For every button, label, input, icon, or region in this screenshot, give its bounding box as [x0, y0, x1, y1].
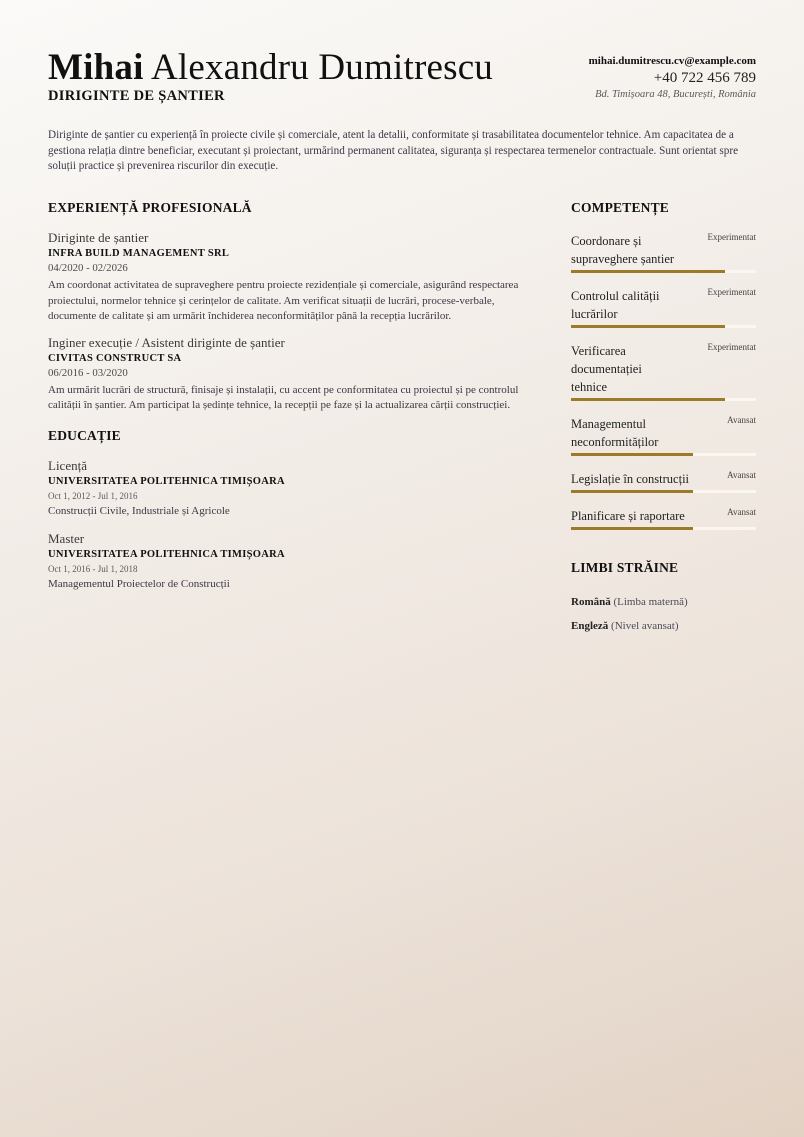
skill-bar-fill	[571, 527, 693, 530]
language-item	[571, 590, 756, 614]
skill-bar	[571, 325, 756, 328]
resume-header	[48, 48, 756, 118]
skill-level: Experimentat	[707, 287, 756, 297]
education-dates: Oct 1, 2016 - Jul 1, 2018	[48, 563, 138, 574]
skill-level: Experimentat	[707, 232, 756, 242]
skill-item	[571, 340, 756, 401]
job-dates: 06/2016 - 03/2020	[48, 366, 128, 379]
address: Bd. Timișoara 48, București, România	[595, 89, 756, 100]
skill-name: Verificarea documentației tehnice	[571, 344, 642, 394]
skill-bar-fill	[571, 325, 725, 328]
skill-bar-fill	[571, 453, 693, 456]
company-name: CIVITAS CONSTRUCT SA	[48, 352, 182, 364]
skill-bar-fill	[571, 490, 693, 493]
skill-bar	[571, 453, 756, 456]
skill-bar	[571, 270, 756, 273]
language-name: Română	[571, 596, 611, 608]
section-title-experience: EXPERIENȚĂ PROFESIONALĂ	[48, 200, 252, 215]
language-name: Engleză	[571, 620, 609, 632]
skill-bar	[571, 490, 756, 493]
education-entry	[48, 531, 538, 592]
job-dates: 04/2020 - 02/2026	[48, 262, 128, 274]
skill-item	[571, 505, 756, 530]
job-description: Am urmărit lucrări de structură, finisaje și instalații, cu accent pe conformitatea cu proiectul și pe controlul calității în șantier. Am participat la ședințe tehnice, la recepții pe faze și la actualizarea cărții construcției.	[48, 383, 519, 411]
skill-level: Experimentat	[707, 342, 756, 352]
field-of-study: Managementul Proiectelor de Construcții	[48, 577, 230, 590]
skill-level: Avansat	[727, 470, 756, 480]
education-section	[48, 428, 538, 592]
degree: Licență	[48, 457, 87, 473]
language-item	[571, 614, 756, 638]
institution: UNIVERSITATEA POLITEHNICA TIMIȘOARA	[48, 475, 285, 487]
experience-entry	[48, 230, 538, 325]
skill-name: Coordonare și supraveghere șantier	[571, 234, 675, 266]
experience-section	[48, 200, 538, 414]
skill-bar	[571, 527, 756, 530]
institution: UNIVERSITATEA POLITEHNICA TIMIȘOARA	[48, 548, 285, 560]
experience-entry	[48, 335, 538, 414]
degree: Master	[48, 530, 85, 546]
skill-item	[571, 230, 756, 273]
job-role: Inginer execuție / Asistent diriginte de șantier	[48, 334, 285, 350]
skill-name: Managementul neconformităților	[571, 417, 659, 449]
skills-section	[571, 200, 756, 530]
skill-name: Legislație în construcții	[571, 472, 690, 486]
last-names: Alexandru Dumitrescu	[143, 47, 494, 88]
skill-bar	[571, 398, 756, 401]
section-title-education: EDUCAȚIE	[48, 427, 121, 443]
section-title-languages: LIMBI STRĂINE	[571, 560, 679, 575]
skill-name: Planificare și raportare	[571, 509, 685, 523]
education-dates: Oct 1, 2012 - Jul 1, 2016	[48, 490, 138, 501]
right-column	[571, 200, 756, 638]
full-name	[48, 48, 493, 88]
skill-item	[571, 468, 756, 493]
skill-bar-fill	[571, 270, 725, 273]
contact-block	[589, 54, 756, 102]
field-of-study: Construcții Civile, Industriale și Agricole	[48, 504, 230, 517]
section-title-skills: COMPETENȚE	[571, 200, 670, 215]
job-description: Am coordonat activitatea de supraveghere pentru proiecte rezidențiale și comerciale, asigurând respectarea proiectului, normelor tehnice și cerințelor de calitate. Am verificat situații de lucrări, procese-verbale, documente de calitate și am urmărit închiderea neconformităților până la recepția lucrărilor.	[48, 279, 519, 322]
skill-level: Avansat	[727, 507, 756, 517]
skill-bar-fill	[571, 398, 725, 401]
company-name: INFRA BUILD MANAGEMENT SRL	[48, 248, 230, 259]
left-column	[48, 200, 538, 604]
job-role: Diriginte de șantier	[48, 230, 149, 245]
languages-section	[571, 560, 756, 638]
profile-summary: Diriginte de șantier cu experiență în proiecte civile și comerciale, atent la detalii, conformitate și trasabilitatea documentelor tehnice. Am capacitatea de a gestiona relația dintre beneficiar, executant și proiectant, urmărind permanent calitatea, siguranța și respectarea termenelor contractuale. Sunt orientat spre soluții practice și prevenirea riscurilor din execuție.	[48, 129, 739, 172]
first-name: Mihai	[48, 47, 144, 88]
phone-number[interactable]: +40 722 456 789	[653, 70, 756, 86]
education-entry	[48, 458, 538, 519]
skill-name: Controlul calității lucrărilor	[571, 289, 660, 321]
email-link[interactable]: mihai.dumitrescu.cv@example.com	[588, 55, 756, 67]
skill-level: Avansat	[727, 415, 756, 425]
language-level: (Limba maternă)	[613, 596, 688, 608]
skill-item	[571, 413, 756, 456]
job-title: DIRIGINTE DE ȘANTIER	[48, 88, 225, 104]
skill-item	[571, 285, 756, 328]
language-level: (Nivel avansat)	[611, 620, 679, 632]
